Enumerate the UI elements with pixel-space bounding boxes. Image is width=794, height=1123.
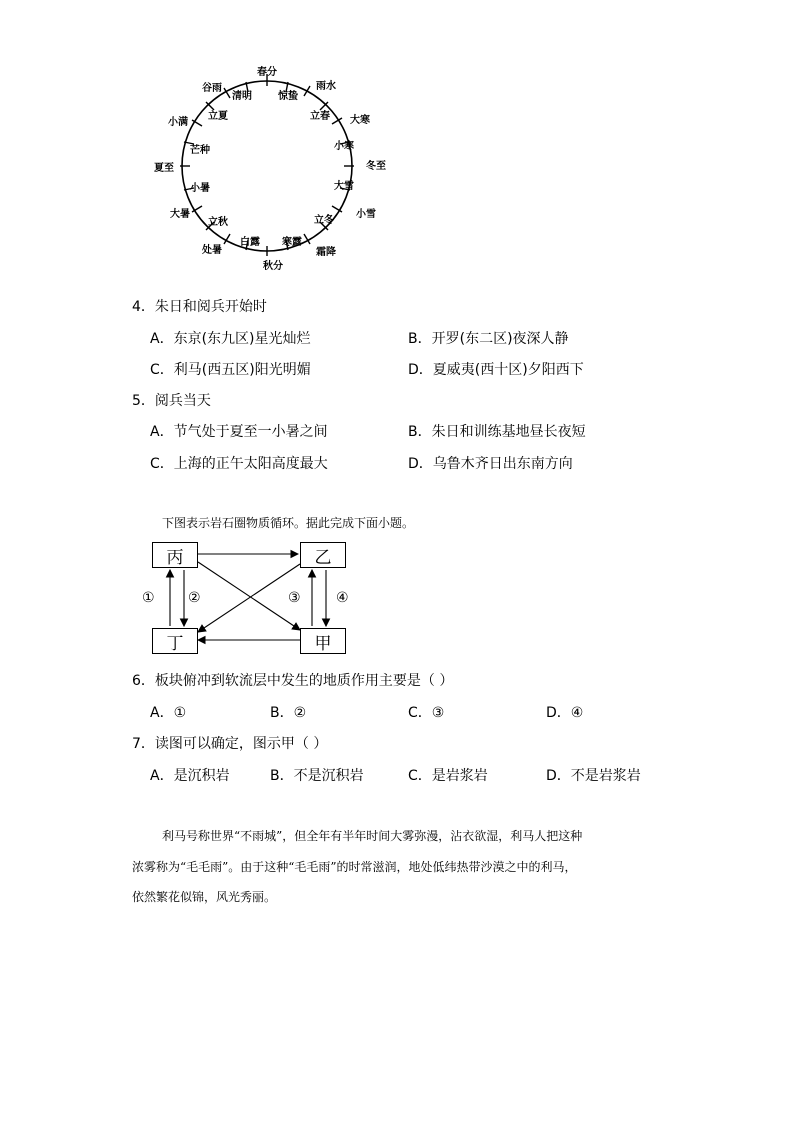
q7-option-a[interactable]: A．是沉积岩 <box>150 768 230 784</box>
q7-option-c[interactable]: C．是岩浆岩 <box>408 768 488 784</box>
label-4: ④ <box>336 590 349 606</box>
term-label: 春分 <box>257 67 277 78</box>
term-label: 夏至 <box>154 163 174 174</box>
q7-option-d[interactable]: D．不是岩浆岩 <box>546 768 641 784</box>
term-label: 大暑 <box>170 209 190 220</box>
question-4-stem: 4．朱日和阅兵开始时 <box>132 299 267 315</box>
rock-cycle-diagram <box>140 536 360 660</box>
term-label: 冬至 <box>366 161 386 172</box>
term-label: 小雪 <box>356 209 376 220</box>
term-label: 惊蛰 <box>278 91 298 102</box>
q7-option-b[interactable]: B．不是沉积岩 <box>270 768 364 784</box>
box-yi: 乙 <box>300 542 346 568</box>
question-5-stem: 5．阅兵当天 <box>132 393 211 409</box>
term-label: 小寒 <box>334 141 354 152</box>
box-jia: 甲 <box>300 628 346 654</box>
solar-terms-figure <box>150 62 400 282</box>
term-label: 寒露 <box>282 237 302 248</box>
term-label: 芒种 <box>190 145 210 156</box>
q5-option-d[interactable]: D．乌鲁木齐日出东南方向 <box>408 456 573 472</box>
passage-line: 浓雾称为“毛毛雨”。由于这种“毛毛雨”的时常滋润，地处低纬热带沙漠之中的利马， <box>132 860 577 874</box>
box-ding: 丁 <box>152 628 198 654</box>
term-label: 秋分 <box>263 261 283 272</box>
label-3: ③ <box>288 590 301 606</box>
term-label: 小满 <box>168 117 188 128</box>
label-1: ① <box>142 590 155 606</box>
term-label: 雨水 <box>316 81 336 92</box>
term-label: 处暑 <box>202 245 222 256</box>
q6-option-b[interactable]: B．② <box>270 705 307 721</box>
term-label: 立秋 <box>208 217 228 228</box>
q4-option-d[interactable]: D．夏威夷(西十区)夕阳西下 <box>408 362 584 378</box>
q5-option-a[interactable]: A．节气处于夏至一小暑之间 <box>150 424 328 440</box>
term-label: 霜降 <box>316 247 336 258</box>
passage-line: 利马号称世界“不雨城”，但全年有半年时间大雾弥漫，沾衣欲湿，利马人把这种 <box>162 829 583 843</box>
term-label: 大雪 <box>334 181 354 192</box>
passage-line: 依然繁花似锦，风光秀丽。 <box>132 890 277 904</box>
q6-option-c[interactable]: C．③ <box>408 705 445 721</box>
q4-option-b[interactable]: B．开罗(东二区)夜深人静 <box>408 331 569 347</box>
question-7-stem: 7．读图可以确定，图示甲（ ） <box>132 736 328 752</box>
q5-option-c[interactable]: C．上海的正午太阳高度最大 <box>150 456 328 472</box>
rock-cycle-intro: 下图表示岩石圈物质循环。据此完成下面小题。 <box>162 516 415 530</box>
q4-option-a[interactable]: A．东京(东九区)星光灿烂 <box>150 331 311 347</box>
term-label: 谷雨 <box>202 83 222 94</box>
term-label: 小暑 <box>190 183 210 194</box>
term-label: 大寒 <box>350 115 370 126</box>
q5-option-b[interactable]: B．朱日和训练基地昼长夜短 <box>408 424 586 440</box>
label-2: ② <box>188 590 201 606</box>
term-label: 立冬 <box>314 215 334 226</box>
term-label: 清明 <box>232 91 252 102</box>
q4-option-c[interactable]: C．利马(西五区)阳光明媚 <box>150 362 311 378</box>
term-label: 白露 <box>240 237 260 248</box>
box-bing: 丙 <box>152 542 198 568</box>
question-6-stem: 6．板块俯冲到软流层中发生的地质作用主要是（ ） <box>132 673 454 689</box>
q6-option-d[interactable]: D．④ <box>546 705 584 721</box>
term-label: 立春 <box>310 111 330 122</box>
q6-option-a[interactable]: A．① <box>150 705 187 721</box>
solar-terms-circle <box>150 62 400 282</box>
term-label: 立夏 <box>208 111 228 122</box>
